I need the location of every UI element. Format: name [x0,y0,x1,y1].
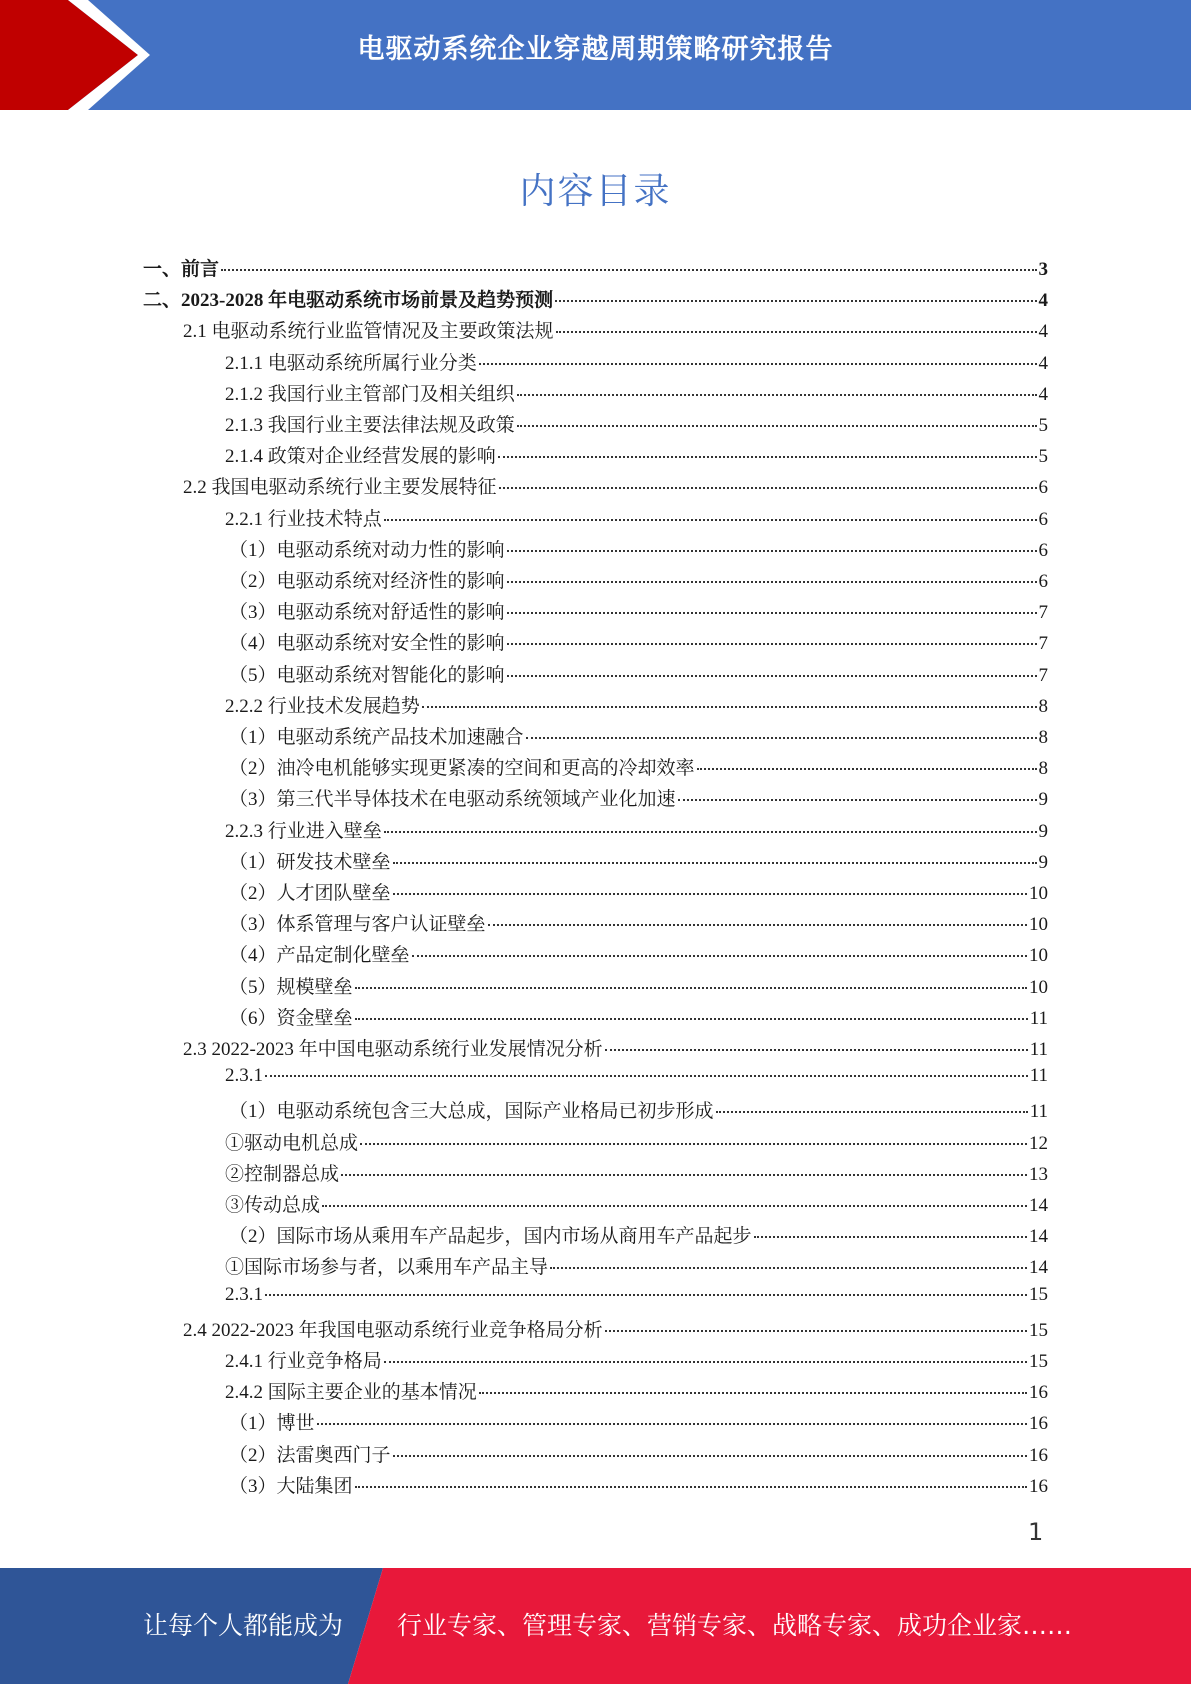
toc-leader-dots [507,612,1037,614]
toc-entry-page: 10 [1029,883,1048,904]
toc-entry[interactable] [229,628,1048,659]
toc-leader-dots [422,706,1037,708]
toc-entry-page: 10 [1029,945,1048,967]
toc-entry-label: ①国际市场参与者，以乘用车产品主导 [225,1257,549,1279]
toc-entry-page: 11 [1029,1101,1048,1123]
toc-title: 内容目录 [519,171,672,212]
toc-leader-dots [678,799,1037,801]
report-title: 电驱动系统企业穿越周期策略研究报告 [357,34,834,65]
toc-entry[interactable] [229,1440,1048,1471]
toc-entry-label: （3）大陆集团 [229,1475,353,1497]
toc-entry-page: 13 [1029,1163,1048,1185]
toc-leader-dots [517,394,1037,396]
toc-leader-dots [360,1143,1027,1145]
toc-leader-dots [355,987,1027,989]
footer-slogan-left: 让每个人都能成为 [143,1611,344,1640]
toc-leader-dots [355,1486,1027,1488]
toc-entry-label: ②控制器总成 [225,1163,340,1185]
toc-entry-label: 2.1 电驱动系统行业监管情况及主要政策法规 [183,321,554,343]
toc-entry[interactable] [229,1471,1048,1502]
toc-entry-label: 2.1.1 电驱动系统所属行业分类 [225,352,477,374]
toc-leader-dots [517,425,1037,427]
toc-leader-dots [322,1205,1027,1207]
toc-entry-page: 6 [1038,477,1048,499]
toc-entry-page: 4 [1038,383,1048,405]
toc-entry-page: 16 [1029,1382,1048,1404]
toc-entry[interactable] [225,1346,1048,1377]
page-number: 1 [1028,1518,1044,1546]
toc-leader-dots [754,1236,1027,1238]
toc-entry[interactable] [229,1003,1048,1034]
toc-entry-page: 14 [1029,1257,1048,1279]
toc-entry[interactable] [183,1315,1048,1346]
toc-entry[interactable] [183,472,1048,503]
toc-entry[interactable] [229,940,1048,971]
toc-leader-dots [507,643,1037,645]
toc-entry-label: 2.1.4 政策对企业经营发展的影响 [225,446,496,468]
toc-entry-page: 15 [1029,1283,1048,1305]
toc-entry-page: 9 [1038,851,1048,873]
toc-leader-dots [412,955,1027,957]
toc-entry-label: 2.3 2022-2023 年中国电驱动系统行业发展情况分析 [183,1039,603,1060]
toc-entry[interactable] [183,1034,1048,1065]
toc-entry-page: 4 [1038,290,1048,312]
toc-entry-page: 16 [1029,1444,1048,1466]
toc-entry[interactable] [225,1128,1048,1159]
toc-leader-dots [265,1075,1028,1077]
toc-leader-dots [479,1392,1027,1394]
toc-entry[interactable] [229,1096,1048,1127]
toc-entry-label: 2.2 我国电驱动系统行业主要发展特征 [183,477,497,499]
toc-entry-label: （5）电驱动系统对智能化的影响 [229,664,505,686]
toc-entry-page: 10 [1029,914,1048,936]
toc-leader-dots [488,924,1027,926]
toc-entry-page: 9 [1038,789,1048,811]
toc-entry-page: 6 [1038,539,1048,561]
toc-entry[interactable] [229,660,1048,691]
toc-entry-label: 2.2.1 行业技术特点 [225,508,382,530]
toc-leader-dots [317,1423,1027,1425]
toc-entry-page: 7 [1038,633,1048,655]
toc-entry-label: ③传动总成 [225,1195,321,1216]
toc-entry-page: 6 [1038,508,1048,530]
toc-entry-label: （3）电驱动系统对舒适性的影响 [229,602,505,624]
toc-entry[interactable] [229,753,1048,784]
toc-entry-page: 14 [1029,1226,1048,1248]
toc-entry-page: 5 [1038,446,1048,468]
header-band [0,0,1191,110]
toc-entry-label: 2.4.1 行业竞争格局 [225,1351,382,1372]
toc-entry[interactable] [229,878,1048,909]
toc-leader-dots [556,331,1037,333]
toc-leader-dots [393,893,1027,895]
toc-entry[interactable] [225,1159,1048,1190]
toc-entry[interactable] [229,847,1048,878]
footer-band [0,1568,1191,1684]
toc-entry[interactable] [225,1252,1048,1283]
toc-entry[interactable] [143,285,1048,316]
toc-entry-label: （4）电驱动系统对安全性的影响 [229,633,505,655]
toc-entry-page: 6 [1038,571,1048,592]
toc-entry-label: （1）博世 [229,1413,315,1435]
toc-entry[interactable] [225,379,1048,410]
toc-entry[interactable] [143,254,1048,285]
toc-entry[interactable] [225,1190,1048,1221]
toc-leader-dots [555,300,1036,302]
toc-entry-page: 7 [1038,602,1048,624]
toc-entry[interactable] [229,566,1048,597]
toc-leader-dots [605,1049,1028,1051]
toc-entry-label: 2.4.2 国际主要企业的基本情况 [225,1382,477,1404]
toc-entry-page: 14 [1029,1195,1048,1216]
toc-entry-label: （2）法雷奥西门子 [229,1444,391,1466]
toc-leader-dots [265,1294,1027,1296]
toc-leader-dots [221,269,1036,271]
toc-entry[interactable] [225,348,1048,379]
toc-entry[interactable] [229,597,1048,628]
toc-entry-label: 2.2.3 行业进入壁垒 [225,820,382,842]
toc-entry[interactable] [229,784,1048,815]
toc-entry-page: 8 [1038,758,1048,780]
toc-entry[interactable] [229,1408,1048,1439]
toc-entry-label: （2）人才团队壁垒 [229,883,391,904]
toc-leader-dots [716,1111,1028,1113]
toc-entry[interactable] [229,1221,1048,1252]
toc-entry-label: （2）油冷电机能够实现更紧凑的空间和更高的冷却效率 [229,758,695,780]
toc-entry-label: （1）电驱动系统对动力性的影响 [229,539,505,561]
toc-leader-dots [526,737,1037,739]
toc-entry-label: （2）电驱动系统对经济性的影响 [229,571,505,592]
toc-entry[interactable] [225,410,1048,441]
toc-entry-label: （2）国际市场从乘用车产品起步，国内市场从商用车产品起步 [229,1226,752,1248]
toc-leader-dots [697,768,1037,770]
toc-entry-page: 11 [1029,1007,1048,1029]
toc-entry-label: 2.3.1 [225,1283,263,1305]
toc-leader-dots [393,1455,1027,1457]
toc-entry-label: （1）电驱动系统产品技术加速融合 [229,727,524,748]
toc-leader-dots [498,456,1037,458]
toc-entry[interactable] [225,691,1048,722]
toc-entry-label: 2.1.2 我国行业主管部门及相关组织 [225,383,515,405]
toc-leader-dots [384,519,1037,521]
toc-entry-page: 11 [1029,1039,1048,1060]
toc-entry-label: （1）电驱动系统包含三大总成，国际产业格局已初步形成 [229,1101,714,1123]
toc-entry-page: 15 [1029,1319,1048,1341]
toc-entry-page: 8 [1038,695,1048,717]
toc-entry[interactable] [225,816,1048,847]
toc-leader-dots [550,1267,1027,1269]
toc-leader-dots [393,862,1037,864]
toc-entry-label: 一、前言 [143,259,220,280]
toc-entry[interactable] [183,316,1048,347]
toc-entry-page: 5 [1038,415,1048,436]
toc-entry-label: （5）规模壁垒 [229,976,353,998]
toc-entry-page: 10 [1029,976,1048,998]
toc-leader-dots [341,1174,1027,1176]
toc-leader-dots [605,1330,1027,1332]
toc-entry[interactable] [229,722,1048,753]
toc-entry-label: （3）第三代半导体技术在电驱动系统领域产业化加速 [229,789,676,811]
toc-leader-dots [499,487,1037,489]
toc-entry-label: ①驱动电机总成 [225,1132,359,1154]
toc-entry[interactable] [229,972,1048,1003]
toc-leader-dots [479,363,1037,365]
toc-entry-label: 2.3.1 [225,1065,263,1087]
toc-entry[interactable] [229,909,1048,940]
toc-entry-page: 9 [1038,820,1048,842]
toc-entry-page: 8 [1038,727,1048,748]
toc-entry[interactable] [225,441,1048,472]
toc-entry-page: 16 [1029,1413,1048,1435]
toc-leader-dots [384,831,1037,833]
toc-entry-page: 16 [1029,1475,1048,1497]
toc-leader-dots [384,1361,1027,1363]
toc-entry-page: 4 [1038,352,1048,374]
toc-entry-label: （6）资金壁垒 [229,1007,353,1029]
toc-entry[interactable] [225,504,1048,535]
toc-entry-label: 2.2.2 行业技术发展趋势 [225,695,420,717]
toc-entry[interactable] [229,535,1048,566]
toc-leader-dots [507,581,1037,583]
toc-entry-page: 7 [1038,664,1048,686]
toc-entry-label: （1）研发技术壁垒 [229,851,391,873]
toc-leader-dots [507,550,1037,552]
toc-entry-label: 二、2023-2028 年电驱动系统市场前景及趋势预测 [143,290,554,312]
toc-entry-label: 2.4 2022-2023 年我国电驱动系统行业竞争格局分析 [183,1319,603,1341]
toc-leader-dots [507,675,1037,677]
toc-entry-label: （4）产品定制化壁垒 [229,945,410,967]
toc-entry-page: 4 [1038,321,1048,343]
footer-slogan-right: 行业专家、管理专家、营销专家、战略专家、成功企业家…… [397,1611,1073,1640]
toc-leader-dots [355,1018,1028,1020]
toc-entry[interactable] [225,1065,1048,1096]
toc-entry-page: 12 [1029,1132,1048,1154]
toc-entry-page: 15 [1029,1351,1048,1372]
toc-entry[interactable] [225,1377,1048,1408]
toc-entry[interactable] [225,1284,1048,1315]
toc-entry-page: 3 [1038,259,1048,280]
toc-entry-page: 11 [1029,1065,1048,1087]
toc-entry-label: （3）体系管理与客户认证壁垒 [229,914,486,936]
toc-entry-label: 2.1.3 我国行业主要法律法规及政策 [225,415,515,436]
